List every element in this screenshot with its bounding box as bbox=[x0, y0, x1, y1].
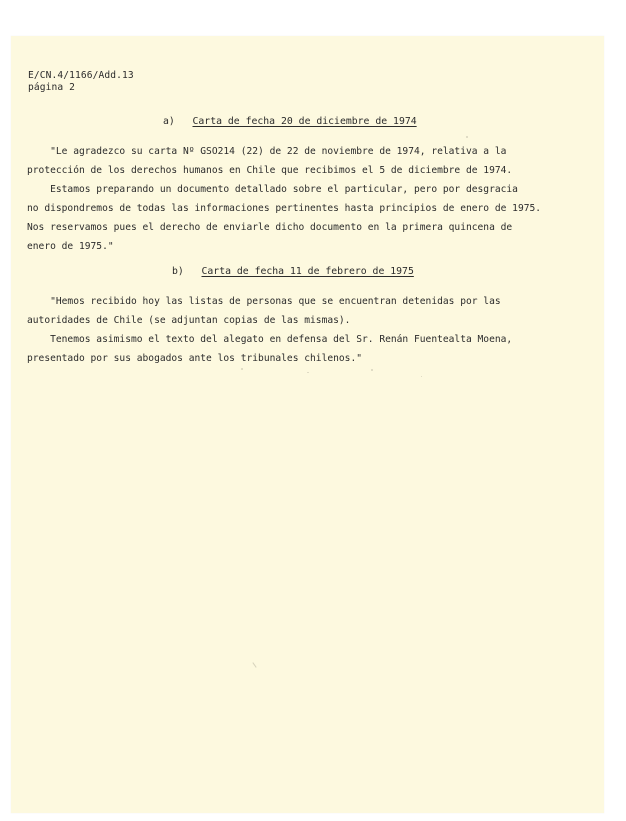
scan-speck bbox=[466, 136, 468, 138]
section-a-line-3: Estamos preparando un documento detallado sobre el particular, pero por desgracia bbox=[27, 184, 518, 195]
section-a-line-5: Nos reservamos pues el derecho de enviarle dicho documento en la primera quincena de bbox=[27, 222, 513, 233]
scan-speck bbox=[252, 662, 256, 667]
scan-speck bbox=[421, 376, 422, 377]
scan-speck bbox=[307, 372, 309, 373]
section-b-line-4: presentado por sus abogados ante los tribunales chilenos." bbox=[27, 353, 363, 364]
section-b-line-2: autoridades de Chile (se adjuntan copias de las mismas). bbox=[27, 315, 351, 326]
section-a-line-2: protección de los derechos humanos en Chile que recibimos el 5 de diciembre de 1974. bbox=[27, 165, 513, 176]
section-a-title: Carta de fecha 20 de diciembre de 1974 bbox=[192, 116, 417, 127]
section-a-line-1: "Le agradezco su carta Nº GSO214 (22) de 22 de noviembre de 1974, relativa a la bbox=[27, 146, 507, 157]
section-a-line-6: enero de 1975." bbox=[27, 241, 114, 252]
section-a-line-4: no dispondremos de todas las informaciones pertinentes hasta principios de enero de 1975. bbox=[27, 203, 542, 214]
section-b-line-1: "Hemos recibido hoy las listas de personas que se encuentran detenidas por las bbox=[27, 296, 501, 307]
scan-speck bbox=[241, 368, 243, 370]
section-a-heading bbox=[163, 116, 417, 127]
section-b-line-3: Tenemos asimismo el texto del alegato en defensa del Sr. Renán Fuentealta Moena, bbox=[27, 334, 513, 345]
document-reference: E/CN.4/1166/Add.13 bbox=[28, 70, 134, 81]
document-page bbox=[11, 36, 604, 813]
section-b-label: b) bbox=[172, 266, 184, 277]
scan-speck bbox=[371, 369, 373, 371]
section-b-title: Carta de fecha 11 de febrero de 1975 bbox=[201, 266, 414, 277]
page-number: página 2 bbox=[28, 82, 76, 93]
section-b-heading bbox=[172, 266, 414, 277]
section-a-label: a) bbox=[163, 116, 175, 127]
